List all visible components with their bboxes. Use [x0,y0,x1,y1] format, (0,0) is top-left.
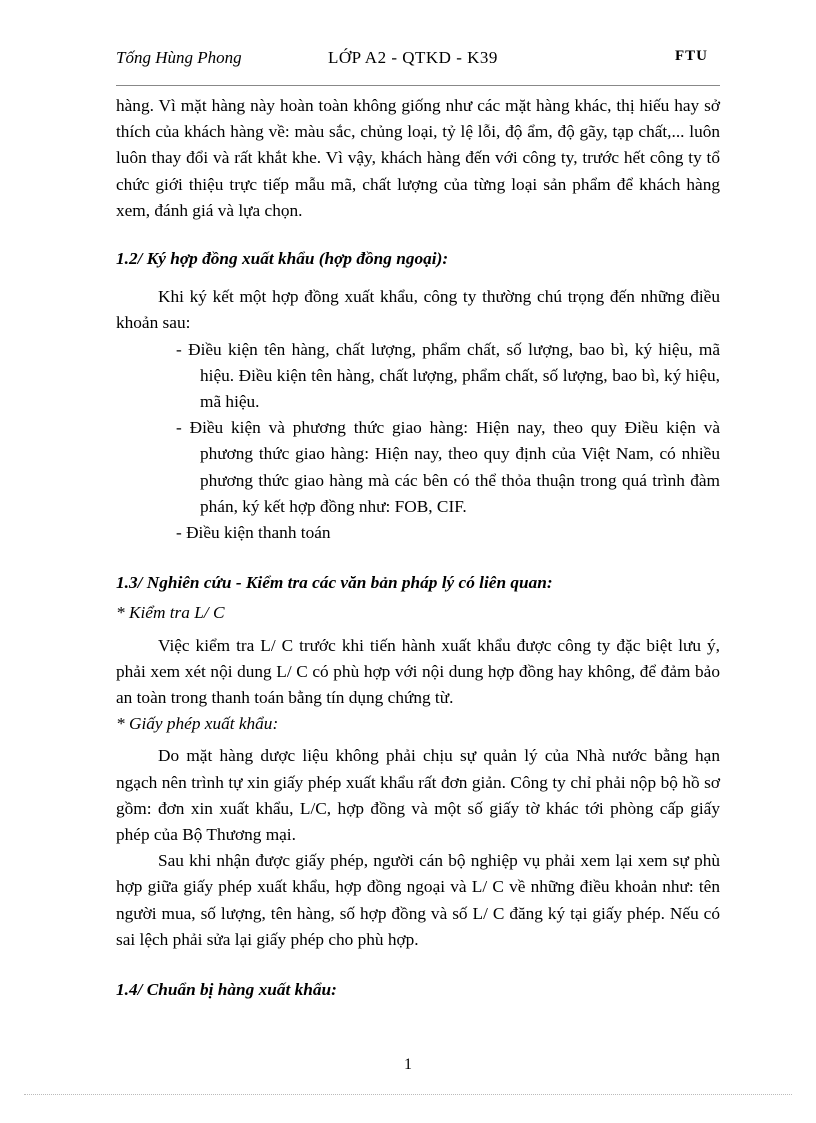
section-1-2-paragraph: Khi ký kết một hợp đồng xuất khẩu, công ty thường chú trọng đến những điều khoản sau: [116,287,720,333]
export-license-paragraph: Do mặt hàng dược liệu không phải chịu sự quản lý của Nhà nước bằng hạn ngạch nên trình tự xin giấy phép xuất khẩu rất đơn giản. Công ty chỉ phải nộp bộ hồ sơ gồm: đơn xin xuất khẩu, L/C, hợp đồng và một số giấy tờ khác tới phòng cấp giấy phép của Bộ Thương mại. [116,746,720,845]
section-1-4-heading: 1.4/ Chuẩn bị hàng xuất khẩu: [116,980,337,1000]
intro-paragraph: hàng. Vì mặt hàng này hoàn toàn không giống như các mặt hàng khác, thị hiếu hay sở thích của khách hàng về: màu sắc, chủng loại, tỷ lệ lỗi, độ ẩm, độ gãy, tạp chất,... luôn luôn thay đổi và rất khắt khe. Vì vậy, khách hàng đến với công ty, trước hết công ty tổ chức giới thiệu trực tiếp mẫu mã, chất lượng của từng loại sản phẩm để khách hàng xem, đánh giá và lựa chọn. [116,96,720,220]
list-item: - Điều kiện và phương thức giao hàng: Hiện nay, theo quy Điều kiện và phương thức giao hàng: Hiện nay, theo quy định của Việt Nam, có nhiều phương thức giao hàng mà các bên có thể thỏa thuận trong quá trình đàm phán, ký kết hợp đồng như: FOB, CIF. [176,418,720,516]
header-class: LỚP A2 - QTKD - K39 [328,48,498,67]
footer-divider [24,1094,792,1095]
header-school: FTU [675,48,708,64]
section-1-2-heading: 1.2/ Ký hợp đồng xuất khẩu (hợp đồng ngoại): [116,249,449,269]
page-number: 1 [404,1056,412,1073]
page-body [116,93,720,1003]
subheading-lc-check: * Kiểm tra L/ C [116,603,225,623]
page-header [116,48,716,76]
list-item: - Điều kiện tên hàng, chất lượng, phẩm chất, số lượng, bao bì, ký hiệu, mã hiệu. Điều kiện tên hàng, chất lượng, phẩm chất, số lượng, bao bì, ký hiệu, mã hiệu. [176,339,720,412]
license-review-paragraph: Sau khi nhận được giấy phép, người cán bộ nghiệp vụ phải xem lại xem sự phù hợp giữa giấy phép xuất khẩu, hợp đồng ngoại và L/ C về những điều khoản như: tên người mua, số lượng, tên hàng, số hợp đồng và số L/ C đăng ký tại giấy phép. Nếu có sai lệch phải sửa lại giấy phép cho phù hợp. [116,851,720,949]
section-1-3-heading: 1.3/ Nghiên cứu - Kiểm tra các văn bản pháp lý có liên quan: [116,573,553,593]
list-item: - Điều kiện thanh toán [176,523,331,543]
header-divider [116,85,720,86]
subheading-export-license: * Giấy phép xuất khẩu: [116,714,279,734]
lc-check-paragraph: Việc kiểm tra L/ C trước khi tiến hành xuất khẩu được công ty đặc biệt lưu ý, phải xem xét nội dung L/ C có phù hợp với nội dung hợp đồng hay không, để đảm bảo an toàn trong thanh toán bằng tín dụng chứng từ. [116,635,720,708]
header-author: Tống Hùng Phong [116,48,242,67]
